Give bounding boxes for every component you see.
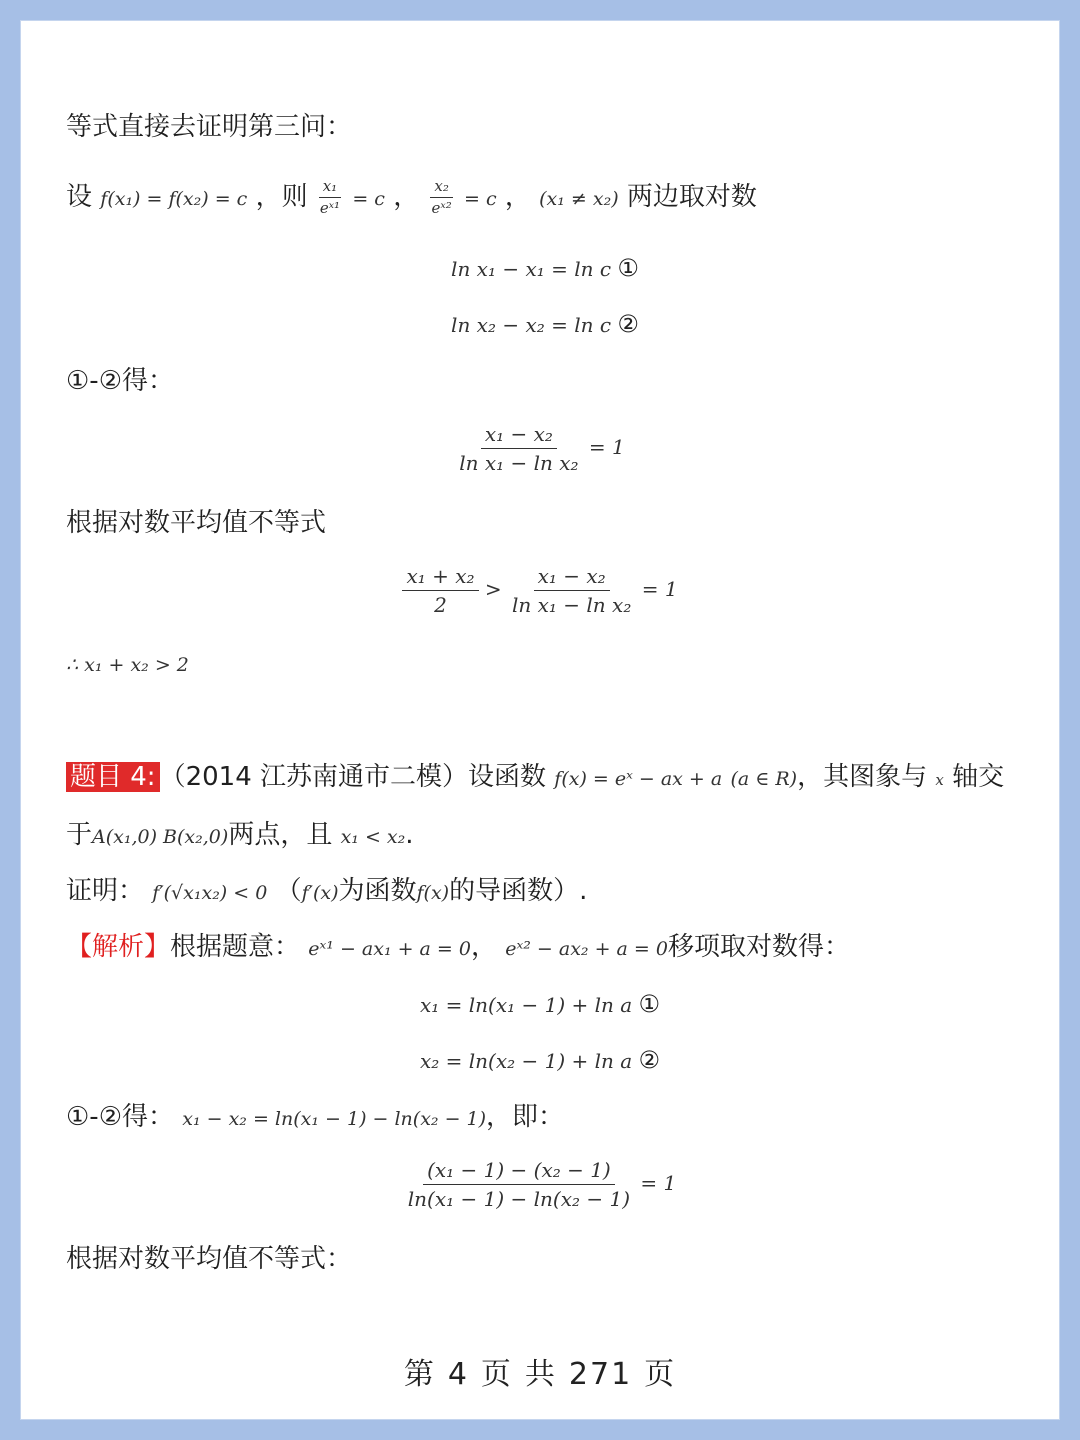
text-line-log-mean-2: 根据对数平均值不等式： (66, 1244, 353, 1274)
footer-word: 第 (403, 1357, 436, 1392)
fraction-numerator: x₁ − x₂ (534, 564, 610, 591)
text-line-log-mean: 根据对数平均值不等式 (66, 508, 327, 538)
circled-mark-2: ② (638, 1046, 661, 1074)
condition-x1-neq-x2: (x₁ ≠ x₂) (539, 188, 619, 210)
function-definition: f(x) = eˣ − ax + a (554, 768, 723, 790)
log-mean-inequality (380, 564, 700, 617)
equation-4 (360, 1044, 720, 1077)
comma: ， (393, 182, 420, 212)
prove-expression: f′(√x₁x₂) < 0 (152, 882, 268, 904)
ordering-condition: x₁ < x₂ (340, 826, 406, 848)
footer-word: 共 (524, 1357, 557, 1392)
comma: ， (470, 932, 497, 962)
question-4-line-1 (66, 760, 1004, 797)
analysis-tag: 【解析】 (66, 932, 171, 962)
question-4-line-2 (66, 818, 414, 854)
fraction-left (402, 564, 478, 617)
fraction-x1-over-ex1 (316, 178, 344, 217)
page-footer (0, 1355, 1080, 1395)
fraction-numerator: x₁ (319, 178, 341, 198)
equation-body: ln x₂ − x₂ = ln c (451, 313, 612, 337)
analysis-end: 移项取对数得： (667, 932, 850, 962)
fraction-numerator: x₂ (430, 178, 452, 198)
text-line-intro: 等式直接去证明第三问： (66, 112, 353, 142)
equals-c: = c (352, 188, 385, 210)
question-source: （2014 江苏南通市二模）设函数 (159, 762, 547, 792)
equation-body: x₁ = ln(x₁ − 1) + ln a (419, 993, 633, 1017)
text-line-subtract-2 (66, 1100, 564, 1136)
circled-mark-2: ② (617, 310, 639, 338)
question-badge: 题目 4: (66, 762, 160, 792)
prove-mid: 为函数 (338, 876, 417, 906)
equation-3 (360, 988, 720, 1021)
analysis-text: 根据题意： (170, 932, 301, 962)
equation-body: ln x₁ − x₁ = ln c (451, 257, 612, 281)
prove-line (66, 874, 587, 910)
derivative-symbol: f′(x) (301, 882, 339, 904)
fraction (455, 422, 582, 475)
current-page-number: 4 (447, 1357, 469, 1392)
fraction-right (508, 564, 635, 617)
equation-1 (380, 252, 710, 285)
footer-word: 页 (644, 1357, 677, 1392)
fraction-x2-over-ex2 (428, 178, 456, 217)
circled-mark-1: ① (617, 254, 639, 282)
equation-body: x₂ = ln(x₂ − 1) + ln a (419, 1049, 633, 1073)
subtract-expression: x₁ − x₂ = ln(x₁ − 1) − ln(x₂ − 1) (182, 1108, 487, 1130)
equals-one: = 1 (588, 435, 625, 459)
x-symbol: x (935, 771, 944, 789)
intersection-points: A(x₁,0) B(x₂,0) (92, 826, 229, 848)
question-mid: 两点，且 (228, 820, 333, 850)
equals-one: = 1 (640, 1171, 677, 1195)
parameter-condition: (a ∈ R) (730, 768, 798, 790)
fraction-denominator: eˣ² (431, 199, 452, 217)
therefore-line: ∴ x₁ + x₂ > 2 (66, 654, 189, 676)
analysis-equation-2: eˣ² − ax₂ + a = 0 (505, 938, 668, 960)
equation-2 (380, 308, 710, 341)
footer-word: 页 (480, 1357, 513, 1392)
fraction-equation-b (380, 1158, 700, 1211)
fraction (404, 1158, 634, 1211)
text-line-setup (66, 170, 757, 226)
fraction-denominator: ln x₁ − ln x₂ (459, 451, 579, 475)
fraction-denominator: eˣ¹ (319, 199, 341, 217)
setup-then: ，则 (255, 182, 308, 212)
fraction-numerator: (x₁ − 1) − (x₂ − 1) (423, 1158, 615, 1185)
setup-equation: f(x₁) = f(x₂) = c (100, 188, 248, 210)
question-prefix: 于 (66, 820, 93, 850)
question-end: . (405, 820, 414, 850)
text-line-subtract: ①-②得： (66, 366, 174, 396)
circled-mark-1: ① (638, 990, 661, 1018)
setup-suffix: 两边取对数 (626, 182, 757, 212)
question-text: ，其图象与 (797, 762, 928, 792)
prove-open: （ (275, 876, 302, 906)
prove-prefix: 证明： (66, 876, 145, 906)
analysis-equation-1: eˣ¹ − ax₁ + a = 0 (308, 938, 471, 960)
fraction-denominator: ln x₁ − ln x₂ (512, 593, 632, 617)
analysis-line (66, 930, 850, 966)
fraction-denominator: ln(x₁ − 1) − ln(x₂ − 1) (407, 1187, 631, 1211)
fraction-denominator: 2 (434, 593, 447, 617)
greater-than: > (484, 577, 502, 601)
fraction-numerator: x₁ − x₂ (481, 422, 557, 449)
total-page-count: 271 (568, 1357, 633, 1392)
equals-c: = c (463, 188, 497, 210)
setup-prefix: 设 (66, 182, 93, 212)
comma: ， (504, 182, 531, 212)
fraction-equation-a (400, 422, 680, 475)
question-text-axis: 轴交 (952, 762, 1005, 792)
subtract-prefix: ①-②得： (66, 1102, 174, 1132)
function-symbol: f(x) (416, 882, 450, 904)
equals-one: = 1 (641, 577, 678, 601)
subtract-end: ，即： (486, 1102, 565, 1132)
prove-end: 的导函数）. (449, 876, 588, 906)
fraction-numerator: x₁ + x₂ (402, 564, 478, 591)
